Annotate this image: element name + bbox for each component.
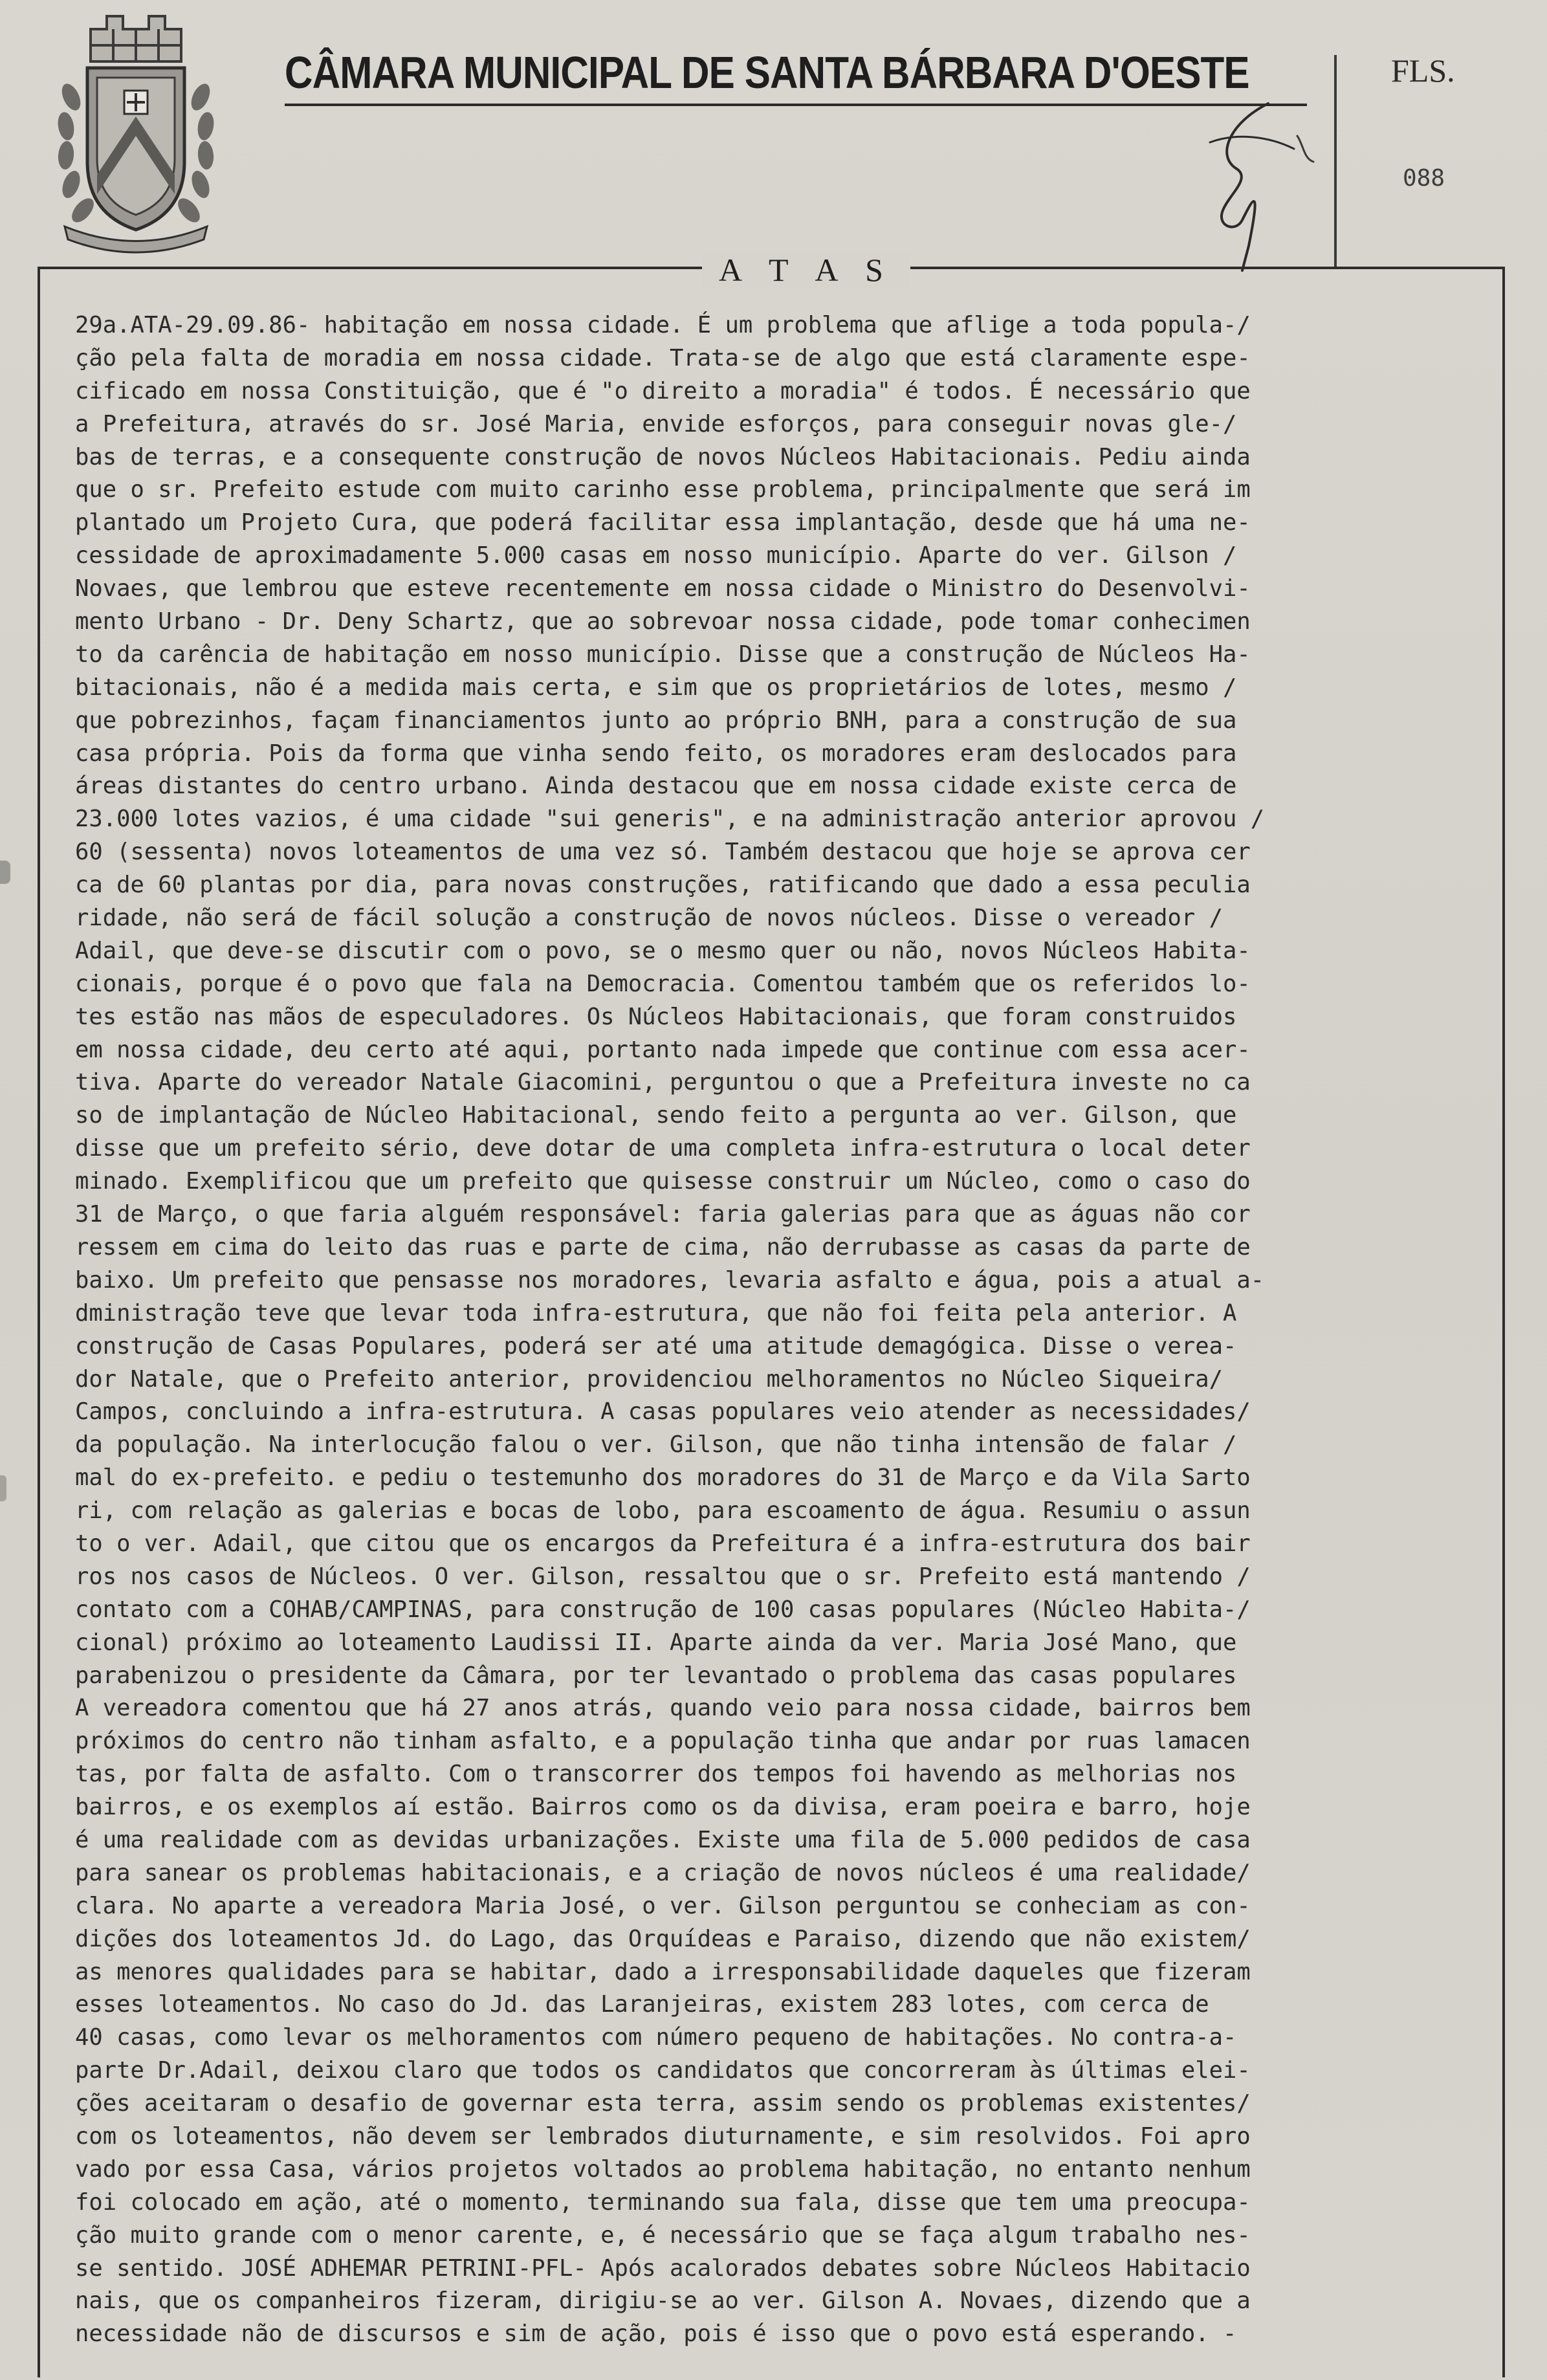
text-line: foi colocado em ação, até o momento, terminando sua fala, disse que tem uma preocupa- <box>75 2188 1251 2216</box>
text-line: Novaes, que lembrou que esteve recentemente em nossa cidade o Ministro do Desenvolvi- <box>75 575 1251 602</box>
text-line: contato com a COHAB/CAMPINAS, para construção de 100 casas populares (Núcleo Habita-/ <box>75 1596 1251 1623</box>
title-underline <box>285 104 1307 106</box>
text-line: ressem em cima do leito das ruas e parte de cima, não derrubasse as casas da parte de <box>75 1233 1251 1261</box>
binding-hole-mark <box>0 861 10 884</box>
text-line: 31 de Março, o que faria alguém responsável: faria galerias para que as águas não cor <box>75 1201 1251 1228</box>
text-line: parabenizou o presidente da Câmara, por ter levantado o problema das casas populares <box>75 1662 1237 1689</box>
text-line: as menores qualidades para se habitar, dado a irresponsabilidade daqueles que fizeram <box>75 1958 1251 1985</box>
text-line: dor Natale, que o Prefeito anterior, providenciou melhoramentos no Núcleo Siqueira/ <box>75 1365 1223 1393</box>
text-line: que pobrezinhos, façam financiamentos junto ao próprio BNH, para a construção de sua <box>75 707 1237 734</box>
text-line: 40 casas, como levar os melhoramentos com número pequeno de habitações. No contra-a- <box>75 2024 1237 2051</box>
text-line: A vereadora comentou que há 27 anos atrás, quando veio para nossa cidade, bairros bem <box>75 1695 1251 1722</box>
text-line: tes estão nas mãos de especuladores. Os Núcleos Habitacionais, que foram construidos <box>75 1003 1237 1030</box>
text-line: necessidade não de discursos e sim de ação, pois é isso que o povo está esperando. - <box>75 2320 1237 2348</box>
text-line: vado por essa Casa, vários projetos voltados ao problema habitação, no entanto nenhum <box>75 2155 1251 2183</box>
fls-divider-line <box>1334 55 1337 269</box>
coat-of-arms-emblem <box>52 6 220 256</box>
text-line: tiva. Aparte do vereador Natale Giacomini, perguntou o que a Prefeitura investe no ca <box>75 1069 1251 1096</box>
text-line: minado. Exemplificou que um prefeito que quisesse construir um Núcleo, como o caso do <box>75 1168 1251 1195</box>
text-line: parte Dr.Adail, deixou claro que todos os candidatos que concorreram às últimas elei- <box>75 2057 1251 2084</box>
text-line: so de implantação de Núcleo Habitacional, sendo feito a pergunta ao ver. Gilson, que <box>75 1102 1237 1129</box>
text-line: 29a.ATA-29.09.86- habitação em nossa cidade. É um problema que aflige a toda popula-/ <box>75 312 1251 338</box>
text-line: ridade, não será de fácil solução a construção de novos núcleos. Disse o vereador / <box>75 905 1223 932</box>
text-line: bas de terras, e a consequente construção de novos Núcleos Habitacionais. Pediu ainda <box>75 443 1251 470</box>
text-line: cional) próximo ao loteamento Laudissi II. Aparte ainda da ver. Maria José Mano, que <box>75 1629 1237 1656</box>
minutes-body-text <box>75 309 1473 2351</box>
text-line: mento Urbano - Dr. Deny Schartz, que ao sobrevoar nossa cidade, pode tomar conhecimen <box>75 608 1251 635</box>
text-line: áreas distantes do centro urbano. Ainda destacou que em nossa cidade existe cerca de <box>75 773 1237 800</box>
text-line: ca de 60 plantas por dia, para novas construções, ratificando que dado a essa peculia <box>75 872 1251 899</box>
text-line: dministração teve que levar toda infra-estrutura, que não foi feita pela anterior. A <box>75 1299 1237 1327</box>
text-line: cessidade de aproximadamente 5.000 casas em nosso município. Aparte do ver. Gilson / <box>75 542 1237 569</box>
text-line: Campos, concluindo a infra-estrutura. A casas populares veio atender as necessidades/ <box>75 1398 1251 1426</box>
text-line: próximos do centro não tinham asfalto, e a população tinha que andar por ruas lamacen <box>75 1728 1251 1755</box>
text-line: bitacionais, não é a medida mais certa, e sim que os proprietários de lotes, mesmo / <box>75 674 1237 701</box>
fls-label: FLS. <box>1391 52 1455 89</box>
text-line: construção de Casas Populares, poderá ser até uma atitude demagógica. Disse o verea- <box>75 1332 1237 1360</box>
text-line: baixo. Um prefeito que pensasse nos moradores, levaria asfalto e água, pois a atual a- <box>75 1266 1265 1294</box>
page-number: 088 <box>1403 165 1445 192</box>
text-line: bairros, e os exemplos aí estão. Bairros como os da divisa, eram poeira e barro, hoje <box>75 1794 1251 1821</box>
text-line: para sanear os problemas habitacionais, e a criação de novos núcleos é uma realidade/ <box>75 1859 1251 1886</box>
text-line: 23.000 lotes vazios, é uma cidade "sui generis", e na administração anterior aprovou / <box>75 806 1265 833</box>
text-line: cificado em nossa Constituição, que é "o direito a moradia" é todos. É necessário que <box>75 377 1251 404</box>
text-line: to o ver. Adail, que citou que os encargos da Prefeitura é a infra-estrutura dos bair <box>75 1530 1251 1557</box>
text-line: casa própria. Pois da forma que vinha sendo feito, os moradores eram deslocados para <box>75 740 1237 767</box>
binding-hole-mark <box>0 1475 6 1501</box>
text-line: com os loteamentos, não devem ser lembrados diuturnamente, e sim resolvidos. Foi apro <box>75 2122 1251 2150</box>
text-line: to da carência de habitação em nosso município. Disse que a construção de Núcleos Ha- <box>75 641 1251 668</box>
text-line: 60 (sessenta) novos loteamentos de uma vez só. Também destacou que hoje se aprova cer <box>75 839 1251 866</box>
text-line: plantado um Projeto Cura, que poderá facilitar essa implantação, desde que há uma ne- <box>75 509 1251 536</box>
text-line: dições dos loteamentos Jd. do Lago, das Orquídeas e Paraiso, dizendo que não existem/ <box>75 1925 1251 1952</box>
text-line: cionais, porque é o povo que fala na Democracia. Comentou também que os referidos lo- <box>75 970 1251 997</box>
text-line: tas, por falta de asfalto. Com o transcorrer dos tempos foi havendo as melhorias nos <box>75 1761 1237 1788</box>
text-line: Adail, que deve-se discutir com o povo, se o mesmo quer ou não, novos Núcleos Habita- <box>75 937 1251 964</box>
header-title: CÂMARA MUNICIPAL DE SANTA BÁRBARA D'OESTE <box>285 47 1249 98</box>
text-line: da população. Na interlocução falou o ver. Gilson, que não tinha intensão de falar / <box>75 1431 1237 1459</box>
text-line: é uma realidade com as devidas urbanizações. Existe uma fila de 5.000 pedidos de casa <box>75 1826 1251 1853</box>
text-line: esses loteamentos. No caso do Jd. das Laranjeiras, existem 283 lotes, com cerca de <box>75 1991 1209 2018</box>
handwritten-signature <box>1190 97 1320 272</box>
text-line: mal do ex-prefeito. e pediu o testemunho dos moradores do 31 de Março e da Vila Sarto <box>75 1464 1251 1492</box>
text-line: ri, com relação as galerias e bocas de lobo, para escoamento de água. Resumiu o assun <box>75 1497 1251 1525</box>
section-label-atas: A T A S <box>702 251 910 289</box>
text-line: nais, que os companheiros fizeram, dirigiu-se ao ver. Gilson A. Novaes, dizendo que a <box>75 2287 1251 2315</box>
text-line: clara. No aparte a vereadora Maria José, o ver. Gilson perguntou se conheciam as con- <box>75 1892 1251 1919</box>
text-line: que o sr. Prefeito estude com muito carinho esse problema, principalmente que será im <box>75 476 1251 503</box>
text-line: se sentido. JOSÉ ADHEMAR PETRINI-PFL- Após acalorados debates sobre Núcleos Habitacio <box>75 2254 1251 2282</box>
text-line: em nossa cidade, deu certo até aqui, portanto nada impede que continue com essa acer- <box>75 1036 1251 1063</box>
text-line: ros nos casos de Núcleos. O ver. Gilson, ressaltou que o sr. Prefeito está mantendo / <box>75 1563 1251 1590</box>
text-line: ção pela falta de moradia em nossa cidade. Trata-se de algo que está claramente espe- <box>75 344 1251 371</box>
text-line: disse que um prefeito sério, deve dotar de uma completa infra-estrutura o local deter <box>75 1135 1251 1162</box>
text-line: a Prefeitura, através do sr. José Maria, envide esforços, para conseguir novas gle-/ <box>75 410 1237 437</box>
text-line: ção muito grande com o menor carente, e, é necessário que se faça algum trabalho nes- <box>75 2221 1251 2249</box>
text-line: ções aceitaram o desafio de governar esta terra, assim sendo os problemas existentes/ <box>75 2090 1251 2117</box>
